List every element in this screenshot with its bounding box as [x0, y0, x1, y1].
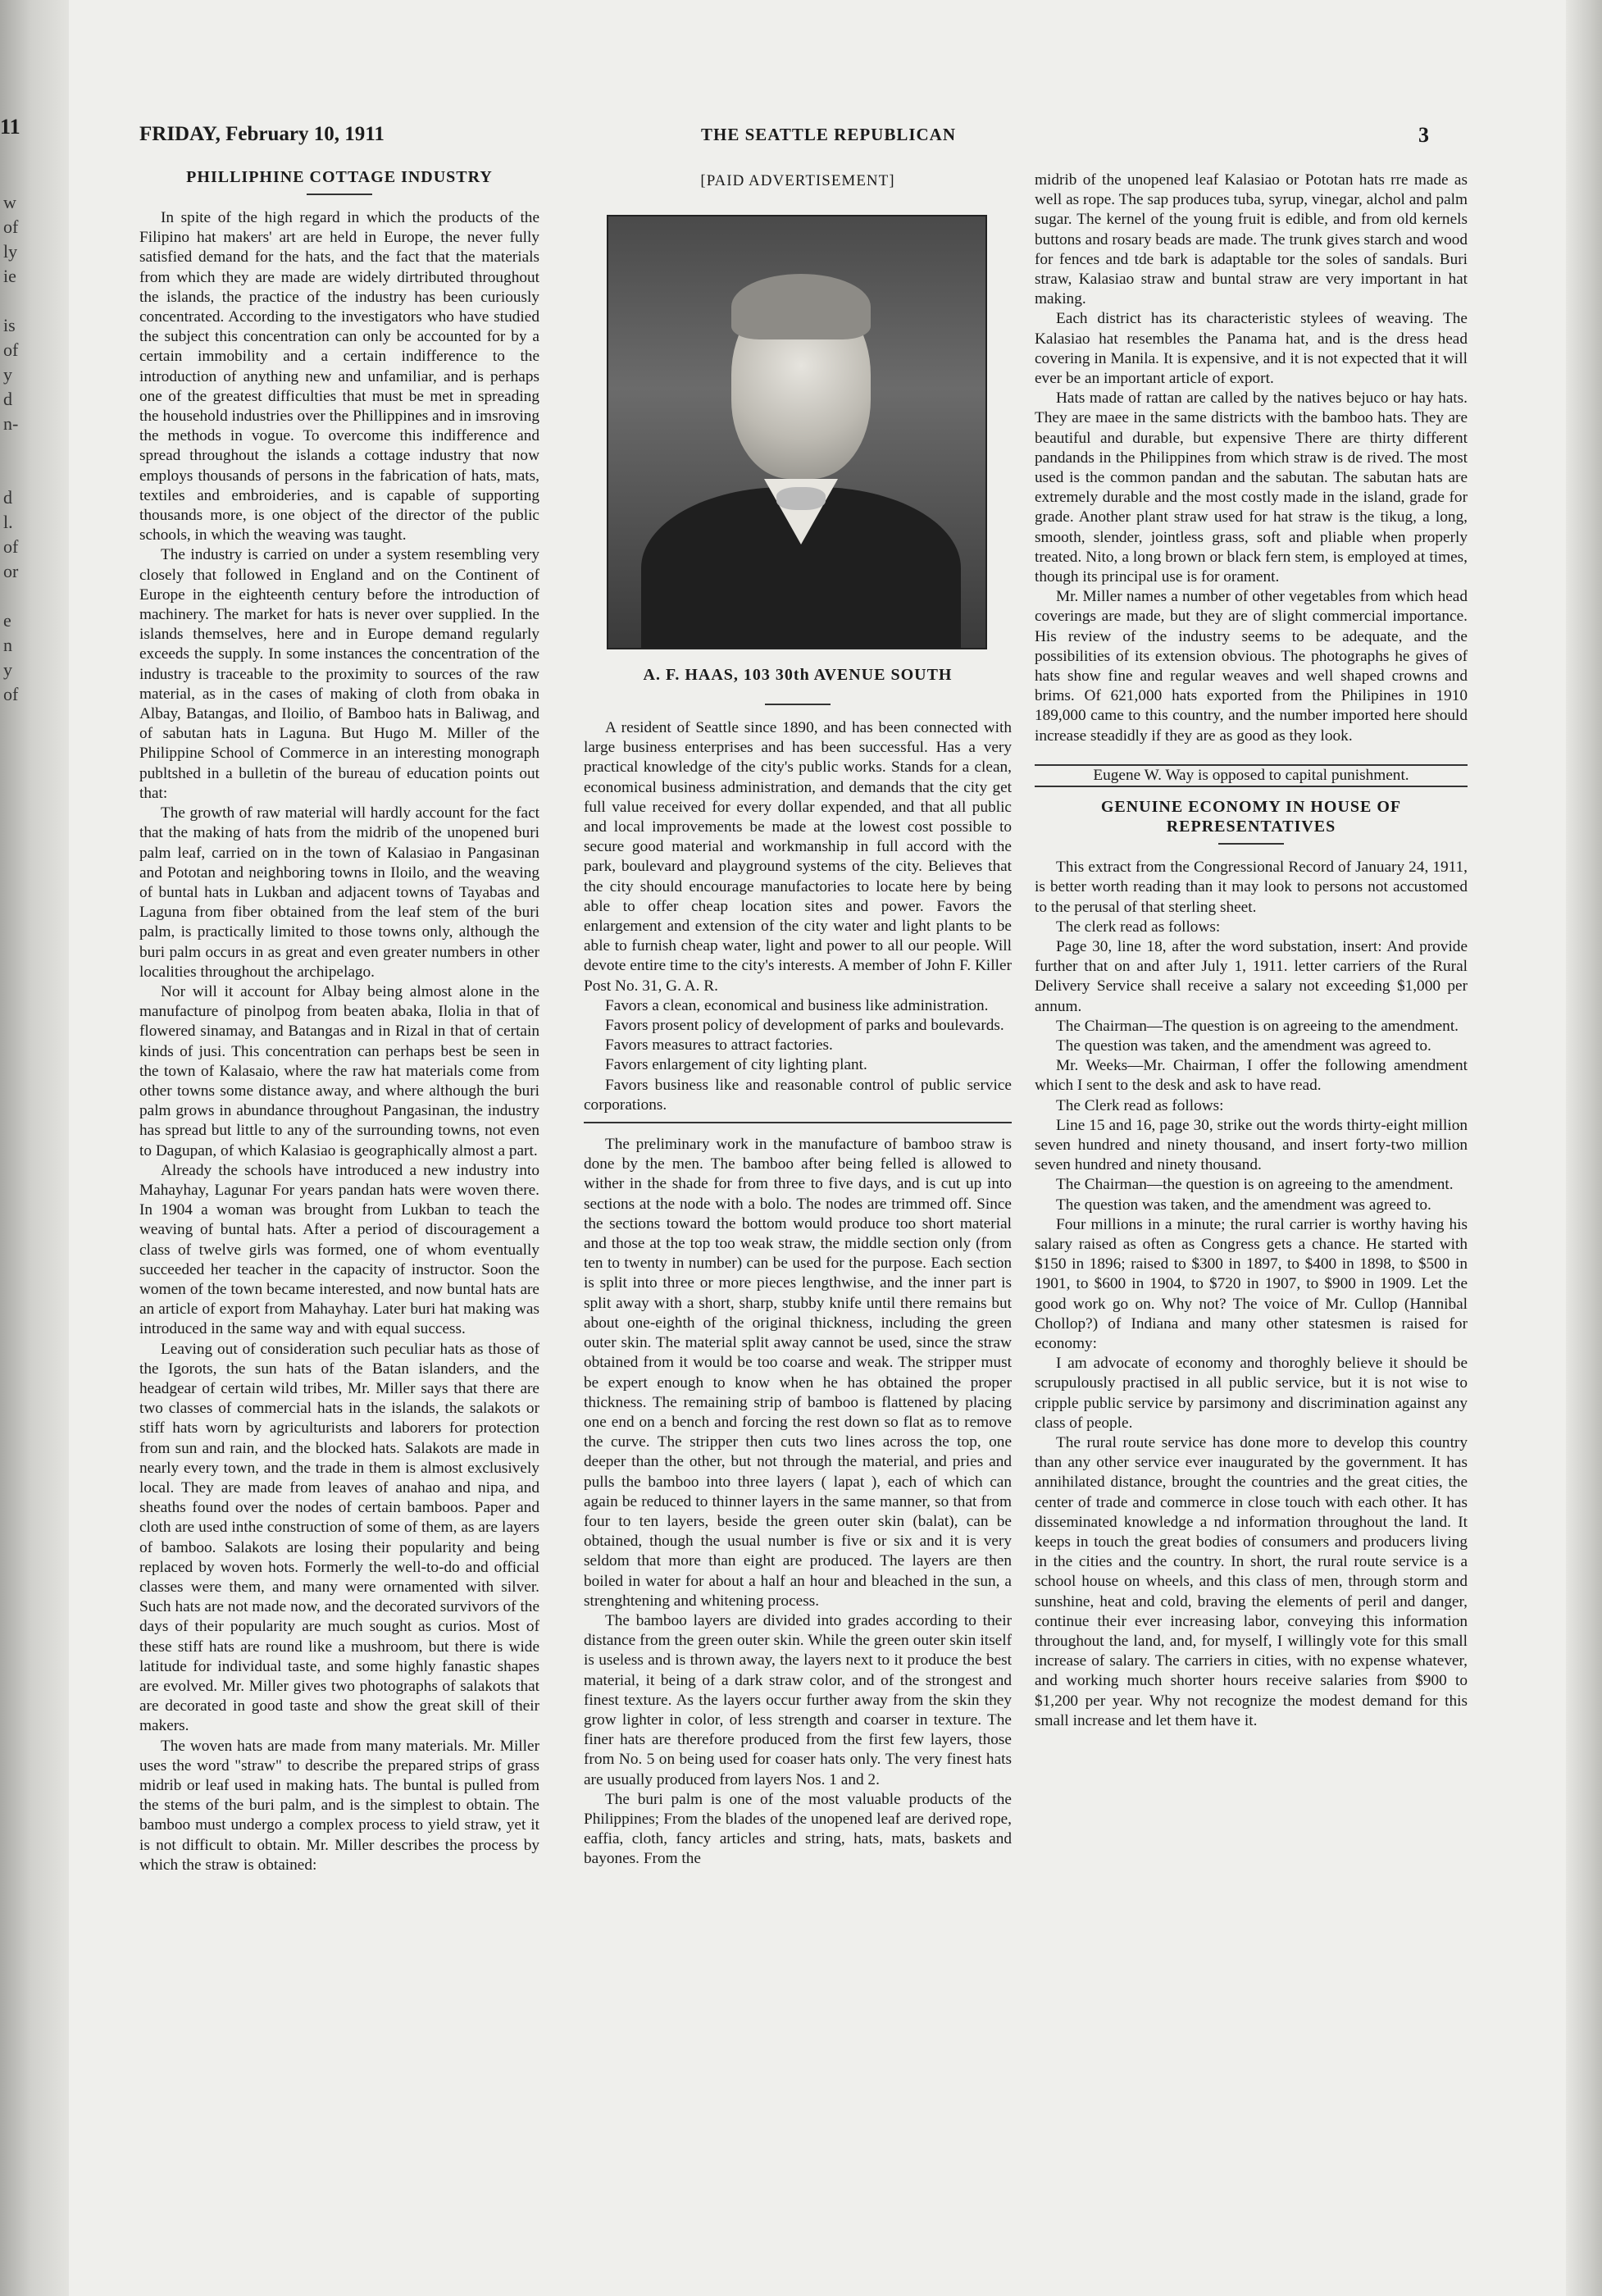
header-page-number: 3: [1418, 123, 1429, 147]
paragraph: The Clerk read as follows:: [1056, 1096, 1224, 1114]
paragraph: The bamboo layers are divided into grades according to their distance from the green outer skin. While the green outer skin itself is useless and is thrown away, the layers next to it produce the best material, it being of a dark straw color, and of the strongest and finest texture. As the layers occur further away from the skin they grow lighter in color, of less strength and coarser in texture. The finer hats are therefore produced from the first few layers, those from No. 5 on being used for coaser hats only. The very finest hats are usually produced from layers Nos. 1 and 2.: [584, 1611, 1012, 1788]
photo-caption: A. F. HAAS, 103 30th AVENUE SOUTH: [643, 666, 953, 684]
column-1: [139, 167, 539, 1875]
portrait-photo: [607, 215, 987, 649]
facing-page-fragments: [3, 190, 18, 707]
margin-fragment: n: [3, 635, 12, 655]
paragraph: Mr. Miller names a number of other vegetables from which head coverings are made, but they are of slight commercial importance. His review of the industry seems to be adequate, and the possibilities of its extension obvious. The photographs he gives of hats show fine and regular weaves and well shaped crowns and brims. Of 621,000 hats exported from the Philipines in 1910 189,000 came to this country, and the number imported here should increase steadidly if they are as good as they look.: [1035, 588, 1468, 745]
paragraph: The preliminary work in the manufacture of bamboo straw is done by the men. The bamboo after being felled is allowed to wither in the shade for from three to five days, and is cut up into sections at the node with a bolo. The nodes are trimmed off. Since the sections toward the bottom would produce too short material and those at the top too weak straw, the middle section only (from ten to twenty in number) can be used for the purpose. Each section is split into three or more pieces lengthwise, and the inner part is split away with a short, sharp, stubby knife until there remains but about one-eighth of the original thickness, including the green outer skin. The material split away cannot be used, since the straw obtained from it would be too coarse and weak. The stripper must be expert enough to know when he has obtained the proper thickness. The remaining strip of bamboo is flattened by placing one end on a bench and forcing the rest down so flat as to remove the curve. The stripper then cuts two lines across the top, one deeper than the other, but not through the material, and pries and pulls the bamboo into three layers ( lapat ), each of which can again be reduced to thinner layers in the same manner, so that from four to ten layers, beside the green outer skin (balat), can be obtained, though the usual number is five or six and it is very seldom that more than eight are produced. The layers are then boiled in water for about a half an hour and bleached in the sun, a strenghtening and whitening process.: [584, 1136, 1012, 1610]
paragraph: This extract from the Congressional Record of January 24, 1911, is better worth reading than it may look to persons not accustomed to the perusal of that sterling sheet.: [1035, 859, 1468, 916]
margin-fragment: is: [3, 315, 16, 335]
paragraph: The clerk read as follows:: [1056, 918, 1221, 936]
margin-fragment: [3, 436, 18, 461]
paragraph: The Chairman—The question is on agreeing to the amendment.: [1056, 1017, 1459, 1035]
margin-fragment: y: [3, 364, 12, 385]
header-paper-title: THE SEATTLE REPUBLICAN: [701, 125, 957, 144]
paragraph: Leaving out of consideration such peculiar hats as those of the Igorots, the sun hats of the Batan islanders, and the headgear of certain wild tribes, Mr. Miller says that there are two classes of commercial hats in the islands, the salakots or stiff hats worn by agriculturists and laborers for protection from sun and rain, and the blocked hats. Salakots are made in nearly every town, and the trade in them is almost exclusively local. They are made from leaves of anahao and nipa, and sheaths found over the nodes of certain bamboos. Paper and cloth are used inthe construction of some of them, as are layers of bamboo. Salakots are losing their popularity and being replaced by woven hots. Formerly the well-to-do and official classes were them, and many were ornamented with silver. Such hats are not made now, and the decorated survivors of the days of their popularity are much sought as curios. Most of these stiff hats are round like a mushroom, but there is wide latitude for individual taste, and some highly fanastic shapes are evolved. Mr. Miller gives two photographs of salakots that are decorated in good taste and show the great skill of their makers.: [139, 1340, 539, 1735]
margin-fragment: d: [3, 487, 12, 508]
margin-fragment: of: [3, 536, 19, 557]
paragraph: The buri palm is one of the most valuable products of the Philippines; From the blades of the unopened leaf are derived rope, eaffia, cloth, fancy articles and string, hats, mats, baskets and bayones. From the: [584, 1790, 1012, 1868]
heading-rule: [307, 194, 372, 195]
margin-fragment: of: [3, 216, 19, 237]
paragraph: I am advocate of economy and thoroghly believe it should be scrupulously practised in all public service, but it is not wise to cripple public service by parsimony and discrimination against any class of people.: [1035, 1355, 1468, 1432]
paragraph: The industry is carried on under a system resembling very closely that followed in England and on the Continent of Europe in the eighteenth century before the introduction of machinery. The market for hats is never over supplied. In the islands themselves, here and in Europe demand regularly exceeds the supply. In some instances the concentration of the industry is traceable to the proximity to sources of the raw material, as in the cases of making of cloth from obaka in Albay, Batangas, and Iloilio, of Bamboo hats in Baliwag, and of sabutan hats in Laguna. But Hugo M. Miller of the Philippine School of Commerce in an interesting monograph publtshed in a bulletin of the bureau of education points out that:: [139, 546, 539, 802]
paragraph: The question was taken, and the amendment was agreed to.: [1056, 1036, 1431, 1055]
margin-fragment: n-: [3, 413, 19, 434]
portrait-bow-tie: [776, 487, 826, 510]
margin-fragment: ly: [3, 241, 18, 262]
ad-favors-item: Favors a clean, economical and business like administration.: [605, 996, 989, 1014]
margin-fragment: y: [3, 659, 12, 680]
paragraph: Nor will it account for Albay being almost alone in the manufacture of pinolpog from beaten abaka, Ilolia in that of flowered sinamay, and Batangas and in Rizal in that of certain kinds of jusi. This concentration can perhaps best be seen in the town of Kalasaio, where the raw hat materials come from other towns some distance away, and where although the buri palm grows in abundance throughout Pangasinan, the industry has spread but little to any of the surrounding towns, not even to Dagupan, of which Kalasiao is geographically almost a part.: [139, 982, 539, 1159]
paragraph: The growth of raw material will hardly account for the fact that the making of hats from the midrib of the unopened buri palm leaf, carried on in the town of Kalasiao in Pangasinan and Pototan and neighboring towns in Iloilo, and the weaving of buntal hats in Lukban and adjacent towns of Tayabas and Laguna from fiber obtained from the leaf stem of the buri palm, is practically limited to those towns only, although the buri palm occurs in as great and even greater numbers in other localities throughout the archipelago.: [139, 804, 539, 981]
paragraph: The woven hats are made from many materials. Mr. Miller uses the word "straw" to describe the prepared strips of grass midrib or leaf used in making hats. The buntal is pulled from the stems of the buri palm, and is the simplest to obtain. The bamboo must undergo a complex process to yield straw, yet it is not difficult to obtain. Mr. Miller describes the process by which the straw is obtained:: [139, 1737, 539, 1874]
margin-fragment: or: [3, 561, 19, 581]
paragraph: midrib of the unopened leaf Kalasiao or Pototan hats rre made as well as rope. The sap produces tuba, syrup, vinegar, alchol and palm sugar. The kernel of the young fruit is edible, and from old kernels buttons and rosary beads are made. The trunk gives starch and wood for fences and tde bark is adaptable tor the soles of sandals. Buri straw, Kalasiao straw and buntal straw are very important in hat making.: [1035, 171, 1468, 308]
margin-fragment: e: [3, 610, 11, 631]
paragraph: Hats made of rattan are called by the natives bejuco or hay hats. They are maee in the same districts with the bamboo hats. They are beautiful and durable, but expensive There are thirty different pandands in the Philippines from which straw is de rived. The most used is the common pandan and the sabutan. The sabutan hats are extremely durable and the most costly made in the island, grade for grade. Another plant straw used for hat straw is the tikug, a long, smooth, slender, jointless grass, soft and pliable when properly treated. Nito, a long brown or black fern stem, is employed at times, though its principal use is for orament.: [1035, 390, 1468, 586]
eugene-way-notice: Eugene W. Way is opposed to capital punishment.: [1093, 766, 1409, 784]
paragraph: In spite of the high regard in which the products of the Filipino hat makers' art are held in Europe, the never fully satisfied demand for the hats, and the fact that the materials from which they are made are widely dirtributed throughout the islands, the practice of the industry has been curiously concentrated. According to the investigators who have studied the subject this concentration can only be accounted for by a certain immobility and a certain indifference to the introduction of anything new and unfamiliar, and is perhaps one of the greatest difficulties that must be met in spreading the household industries over the Phillippines and in imsroving the methods in vogue. To overcome this indifference and spread throughout the islands a cottage industry that now employs thousands of persons in the fabrication of hats, mats, textiles and embroideries, and is capable of supporting thousands more, is one object of the director of the public schools, in which the weaving was taught.: [139, 209, 539, 544]
paragraph: Each district has its characteristic stylees of weaving. The Kalasiao hat resembles the Panama hat, and is the dress head covering in Manila. It is expensive, and it is not expected that it will ever be an important article of export.: [1035, 310, 1468, 388]
margin-fragment: of: [3, 684, 19, 704]
article-heading-cottage-industry: PHILLIPHINE COTTAGE INDUSTRY: [186, 168, 493, 186]
ad-favors-item: Favors enlargement of city lighting plant.: [605, 1056, 867, 1074]
margin-fragment: ie: [3, 266, 16, 286]
margin-fragment: l.: [3, 512, 13, 532]
paragraph: Already the schools have introduced a new industry into Mahayhay, Lagunar For years pandan hats were woven there. In 1904 a woman was brought from Lukban to teach the weaving of buntal hats. After a period of discouragement a class of twelve girls was formed, one of whom eventually succeeded her teacher in the capacity of instructor. Soon the women of the town became interested, and now buntal hats are an article of export from Mahayhay. Later buri hat making was introduced in the same way and with equal success.: [139, 1161, 539, 1338]
paragraph: The Chairman—the question is on agreeing to the amendment.: [1056, 1176, 1454, 1194]
column-2: [584, 704, 1012, 1870]
section-rule: [1035, 786, 1468, 787]
facing-page-number: 11: [0, 115, 20, 139]
portrait-hair: [731, 274, 871, 339]
paragraph: Mr. Weeks—Mr. Chairman, I offer the following amendment which I sent to the desk and ask to have read.: [1035, 1057, 1468, 1095]
margin-fragment: w: [3, 192, 16, 212]
ad-paragraph: A resident of Seattle since 1890, and has been connected with large business enterprises and has been successful. Has a very practical knowledge of the city's public works. Stands for a clean, economical business administration, and demands that the city get full value received for every dollar expended, and that all public and local improvements be made at the lowest cost possible to secure good material and workmanship in full accord with the park, boulevard and playground systems of the city. Believes that the city should encourage manufactories to locate here by being able to offer cheap location sites and power. Favors the enlargement and extension of the city water and light plants to be able to furnish cheap water, light and power to all our people. Will devote entire time to the city's interests. A member of John F. Killer Post No. 31, G. A. R.: [584, 719, 1012, 995]
paragraph: Page 30, line 18, after the word substation, insert: And provide further that on and after July 1, 1911. letter carriers of the Rural Delivery Service shall receive a salary not exceeding $1,000 per annum.: [1035, 937, 1468, 1015]
ad-favors-item: Favors prosent policy of development of parks and boulevards.: [605, 1017, 1004, 1035]
margin-fragment: [3, 461, 18, 485]
margin-fragment: [3, 584, 18, 608]
heading-rule: [1218, 843, 1284, 845]
margin-fragment: [3, 289, 18, 313]
margin-fragment: d: [3, 389, 12, 409]
ad-favors-item: Favors business like and reasonable control of public service corporations.: [584, 1076, 1012, 1114]
ad-end-rule: [584, 1122, 1012, 1123]
column-3: [1035, 171, 1468, 1731]
article-heading-genuine-economy: GENUINE ECONOMY IN HOUSE OF REPRESENTATIVES: [1100, 798, 1402, 836]
caption-rule: [765, 704, 831, 705]
paragraph: Line 15 and 16, page 30, strike out the words thirty-eight million seven hundred and ninety thousand, and insert forty-two million seven hundred and ninety thousand.: [1035, 1116, 1468, 1174]
ad-favors-item: Favors measures to attract factories.: [605, 1036, 833, 1055]
paragraph: The rural route service has done more to develop this country than any other service ever inaugurated by the government. It has annihilated distance, brought the countries and the great cities, the center of trade and commerce in close touch with each other. It has disseminated knowledge a nd information throughout the land. It keeps in touch the great bodies of consumers and producers living in the cities and the country. In short, the rural route service is a school house on wheels, and this class of men, through storm and sunshine, heat and cold, braving the elements of peril and danger, continue their ever increasing labor, conveying this information throughout the land, and, for myself, I willingly vote for this small increase of salary. The carriers in cities, with no expense whatever, and working much shorter hours receive salaries from $900 to $1,200 per year. Why not recognize the modest demand for this small increase and let them have it.: [1035, 1433, 1468, 1729]
paragraph: Four millions in a minute; the rural carrier is worthy having his salary raised as often as Congress gets a chance. He started with $150 in 1896; raised to $300 in 1897, to $400 in 1898, to $500 in 1901, to $600 in 1904, to $720 in 1907, to $900 in 1909. Let the good work go on. Why not? The voice of Mr. Cullop (Hannibal Chollop?) of Indiana and many other statesmen is raised for economy:: [1035, 1215, 1468, 1352]
header-date: FRIDAY, February 10, 1911: [139, 123, 385, 145]
right-page-edge: [1566, 0, 1602, 2296]
paid-advertisement-label: [PAID ADVERTISEMENT]: [700, 172, 895, 189]
margin-fragment: of: [3, 339, 19, 360]
paragraph: The question was taken, and the amendment was agreed to.: [1056, 1196, 1431, 1214]
